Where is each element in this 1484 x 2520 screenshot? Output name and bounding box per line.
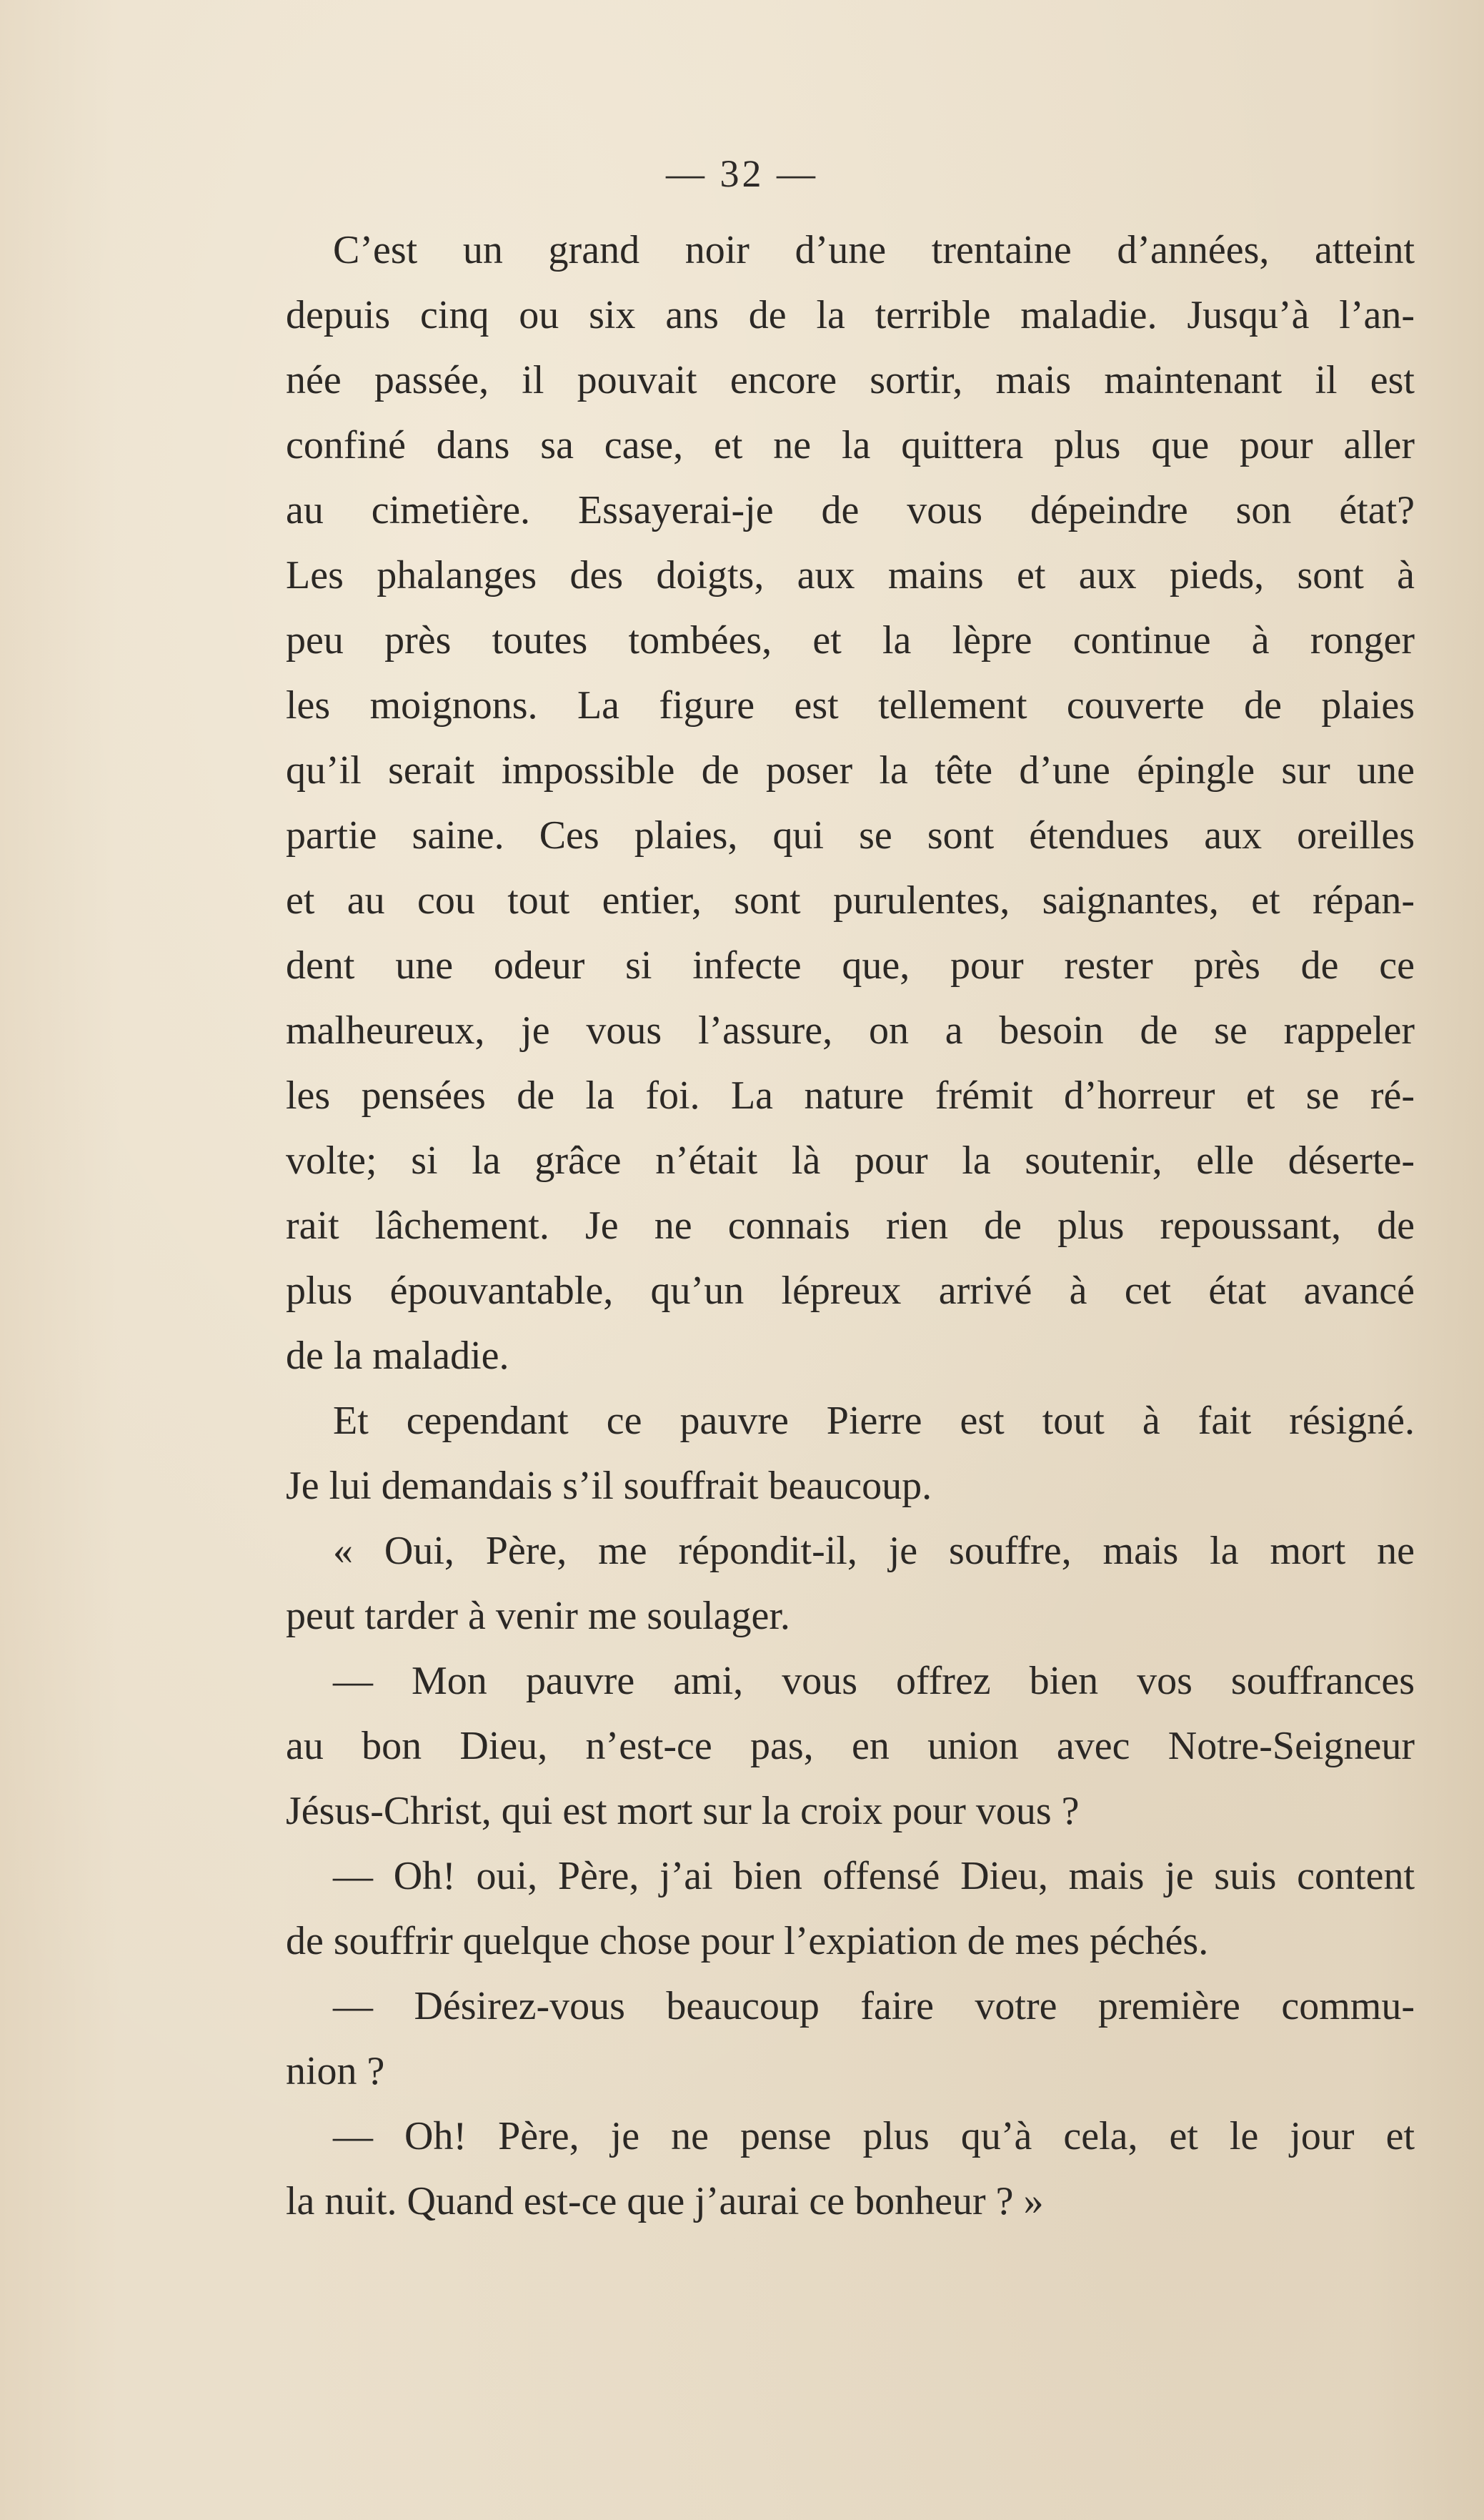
page-number: — 32 —: [666, 152, 818, 195]
text-line: au bon Dieu, n’est-ce pas, en union avec Notre-Seigneur: [286, 1724, 1415, 1768]
text-line: dent une odeur si infecte que, pour rester près de ce: [286, 943, 1415, 988]
text-line: — Mon pauvre ami, vous offrez bien vos souffrances: [333, 1659, 1415, 1703]
text-line: C’est un grand noir d’une trentaine d’années, atteint: [333, 228, 1415, 272]
paragraph-2: [286, 1389, 1415, 1519]
text-line: Jésus-Christ, qui est mort sur la croix pour vous ?: [286, 1789, 1080, 1833]
text-line: Et cependant ce pauvre Pierre est tout à fait résigné.: [333, 1399, 1415, 1443]
text-line: née passée, il pouvait encore sortir, mais maintenant il est: [286, 358, 1415, 402]
text-line: peu près toutes tombées, et la lèpre continue à ronger: [286, 618, 1415, 663]
text-line: les moignons. La figure est tellement couverte de plaies: [286, 683, 1415, 728]
paragraph-3: [286, 1519, 1415, 1649]
text-line: plus épouvantable, qu’un lépreux arrivé à cet état avancé: [286, 1269, 1415, 1313]
text-line: au cimetière. Essayerai-je de vous dépeindre son état?: [286, 488, 1415, 532]
text-line: — Désirez-vous beaucoup faire votre première commu-: [333, 1984, 1415, 2028]
body-text: [286, 218, 1415, 2234]
text-line: Les phalanges des doigts, aux mains et aux pieds, sont à: [286, 553, 1415, 597]
text-line: partie saine. Ces plaies, qui se sont étendues aux oreilles: [286, 813, 1415, 858]
text-line: peut tarder à venir me soulager.: [286, 1594, 790, 1638]
paragraph-7: [286, 2104, 1415, 2234]
text-line: malheureux, je vous l’assure, on a besoin de se rappeler: [286, 1008, 1415, 1053]
text-line: de souffrir quelque chose pour l’expiation de mes péchés.: [286, 1919, 1209, 1963]
text-line: Je lui demandais s’il souffrait beaucoup.: [286, 1464, 932, 1508]
text-line: de la maladie.: [286, 1334, 509, 1378]
text-line: la nuit. Quand est-ce que j’aurai ce bonheur ? »: [286, 2179, 1044, 2223]
text-line: et au cou tout entier, sont purulentes, saignantes, et répan-: [286, 878, 1415, 923]
text-line: nion ?: [286, 2049, 385, 2093]
text-line: — Oh! Père, je ne pense plus qu’à cela, et le jour et: [333, 2114, 1415, 2158]
text-line: — Oh! oui, Père, j’ai bien offensé Dieu, mais je suis content: [333, 1854, 1415, 1898]
text-line: les pensées de la foi. La nature frémit d’horreur et se ré-: [286, 1073, 1415, 1118]
paragraph-1: [286, 218, 1415, 1389]
text-line: confiné dans sa case, et ne la quittera plus que pour aller: [286, 423, 1415, 467]
paragraph-5: [286, 1844, 1415, 1974]
paragraph-4: [286, 1649, 1415, 1844]
paragraph-6: [286, 1974, 1415, 2104]
text-line: qu’il serait impossible de poser la tête d’une épingle sur une: [286, 748, 1415, 793]
text-line: depuis cinq ou six ans de la terrible maladie. Jusqu’à l’an-: [286, 293, 1415, 337]
text-line: volte; si la grâce n’était là pour la soutenir, elle déserte-: [286, 1139, 1415, 1183]
text-line: « Oui, Père, me répondit-il, je souffre, mais la mort ne: [333, 1529, 1415, 1573]
text-line: rait lâchement. Je ne connais rien de plus repoussant, de: [286, 1204, 1415, 1248]
